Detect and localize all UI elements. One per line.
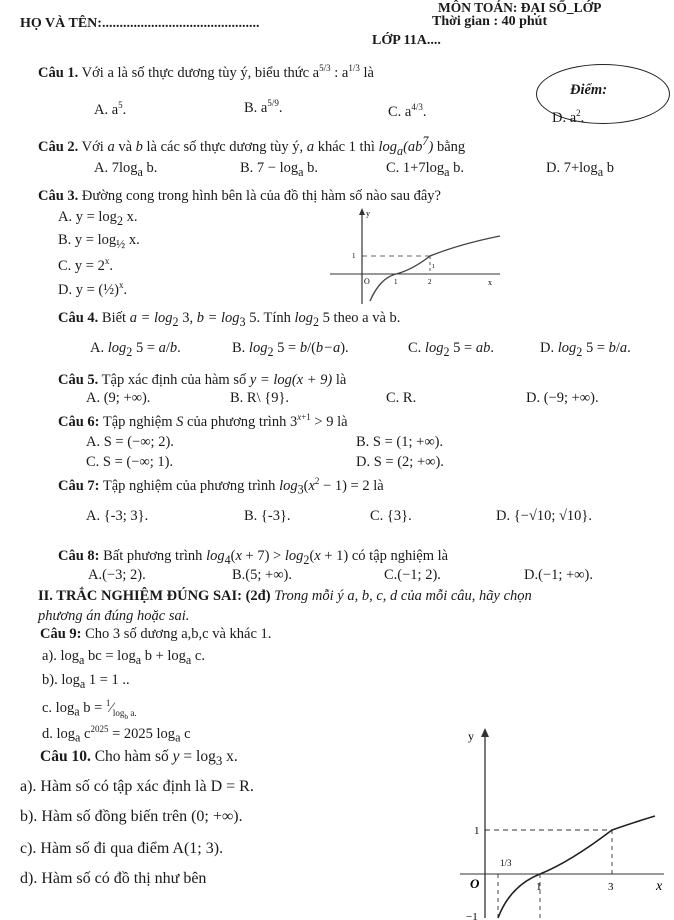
graph-small-tick-y1: 1 [352, 252, 356, 260]
part-2-instruction-2: phương án đúng hoặc sai. [38, 608, 190, 624]
graph-large-tick-x3: 3 [608, 881, 614, 893]
question-9 [40, 626, 271, 643]
q10-label: Câu 10. [40, 748, 91, 765]
q4-option-c[interactable]: C. $\log_2 5$ = ab. [408, 340, 494, 359]
q3-label: Câu 3. [38, 188, 79, 204]
graph-large-tick-y1: 1 [474, 825, 480, 837]
q4-option-b[interactable]: B. $\log_2 5 = b/(b-a)$. [232, 340, 349, 359]
q10-item-c[interactable]: c). Hàm số đi qua điểm A(1; 3). [20, 840, 224, 857]
q7-option-d[interactable]: D. {−√10; √10}. [496, 508, 593, 524]
q1-text: Với a là số thực dương tùy ý, biểu thức $a^{5/3}$ : $a^{1/3}$ là [81, 63, 374, 81]
question-8: Câu 8: Bất phương trình $\log_4(x + 7) > \log_2(x + 1)$ có tập nghiệm là [58, 548, 449, 567]
q2-option-b[interactable]: B. $7 - \log_a b$. [240, 160, 319, 179]
question-1 [38, 63, 374, 82]
part-2-heading [38, 588, 532, 605]
q8-option-a[interactable]: A.(−3; 2). [88, 567, 146, 583]
class-field[interactable]: LỚP 11A.... [372, 33, 441, 48]
graph-large-y-label: y [468, 729, 474, 743]
q4-option-a[interactable]: A. $\log_2 5 = a/b$. [90, 340, 181, 359]
graph-small-y-label: y [366, 209, 370, 218]
graph-small-tick-x1: 1 [394, 278, 398, 286]
q2-option-d[interactable]: D. $7+\log_a$ b [546, 160, 614, 179]
q9-label: Câu 9: [40, 626, 82, 642]
q1-option-a[interactable]: A. $a^5$. [94, 100, 127, 118]
q9-item-c[interactable]: c. $\log_a b$ = $^1⁄_{log_b a.}$ [42, 698, 137, 721]
q6-option-a[interactable]: A. S = (−∞; 2). [86, 434, 174, 450]
q7-option-b[interactable]: B. {-3}. [244, 508, 291, 524]
q8-option-d[interactable]: D.(−1; +∞). [524, 567, 593, 583]
q6-option-d[interactable]: D. S = (2; +∞). [356, 454, 444, 470]
graph-large-origin: O [470, 876, 480, 891]
question-2: Câu 2. Với a và b là các số thực dương tùy ý, a khác 1 thì $\log_a(ab^7)$ bằng [38, 134, 466, 158]
q3-option-d[interactable]: D. y = (½)$^x$. [58, 280, 128, 298]
graph-small-origin: O [364, 277, 370, 286]
q9-item-b[interactable]: b). $\log_a 1 = 1$ .. [42, 672, 130, 691]
q7-option-a[interactable]: A. {-3; 3}. [86, 508, 149, 524]
q7-option-c[interactable]: C. {3}. [370, 508, 412, 524]
q8-option-b[interactable]: B.(5; +∞). [232, 567, 292, 583]
q5-option-d[interactable]: D. (−9; +∞). [526, 390, 599, 406]
q4-label: Câu 4. [58, 310, 99, 326]
q1-label: Câu 1. [38, 64, 79, 81]
q6-option-c[interactable]: C. S = (−∞; 1). [86, 454, 174, 470]
q3-option-b[interactable]: B. $y = \log_{\frac{1}{2}} x$. [58, 232, 140, 251]
score-label: Điểm: [570, 82, 608, 98]
q9-item-a[interactable]: a). $\log_a$ bc = $\log_a b + \log_a c$. [42, 648, 205, 667]
q6-label: Câu 6: [58, 413, 100, 430]
q6-option-b[interactable]: B. S = (1; +∞). [356, 434, 444, 450]
graph-small-x-label: x [488, 278, 492, 287]
q3-option-a[interactable]: A. $y = \log_2 x$. [58, 209, 138, 228]
name-field[interactable]: HỌ VÀ TÊN:............................................. [20, 16, 260, 31]
q2-option-a[interactable]: A. $7\log_a$ b. [94, 160, 158, 179]
q1-option-d[interactable]: D. $a^2$. [552, 108, 585, 126]
graph-large-tick-third: 1/3 [500, 858, 512, 868]
q5-option-b[interactable]: B. R\ {9}. [230, 390, 290, 406]
question-10: Câu 10. Cho hàm số $y = \log_3 x$. [40, 748, 238, 769]
q10-item-b[interactable]: b). Hàm số đồng biến trên (0; +∞). [20, 808, 243, 825]
q3-option-c[interactable]: C. $y = 2^x$. [58, 256, 113, 274]
graph-large-tick-x1: 1 [536, 881, 542, 893]
question-4: Câu 4. Biết $a = \log_2 3$, $b = \log_3 5$. Tính $\log_2 5$ theo a và b. [58, 310, 401, 329]
graph-small-tick-x2: 2 [428, 278, 432, 286]
q9-text: Cho 3 số dương a,b,c và khác 1. [85, 626, 272, 642]
q3-text: Đường cong trong hình bên là của đồ thị hàm số nào sau đây? [81, 188, 441, 204]
q7-label: Câu 7: [58, 477, 100, 494]
q10-item-a[interactable]: a). Hàm số có tập xác định là D = R. [20, 778, 254, 795]
q5-option-a[interactable]: A. (9; +∞). [86, 390, 151, 406]
q2-option-c[interactable]: C. $1+7\log_a$ b. [386, 160, 465, 179]
subject-title: MÔN TOÁN: ĐẠI SỐ_LỚP [438, 0, 602, 15]
q5-option-c[interactable]: C. R. [386, 390, 417, 406]
question-6: Câu 6: Tập nghiệm S của phương trình $3^{x+1} > 9$ là [58, 412, 348, 430]
q5-label: Câu 5. [58, 372, 99, 388]
graph-large-tick-ym1: −1 [466, 911, 478, 920]
q10-item-d[interactable]: d). Hàm số có đồ thị như bên [20, 870, 207, 887]
q2-label: Câu 2. [38, 138, 79, 155]
q4-option-d[interactable]: D. $\log_2 5 = b/a$. [540, 340, 631, 359]
q8-option-c[interactable]: C.(−1; 2). [384, 567, 441, 583]
q1-option-c[interactable]: C. $a^{4/3}$. [388, 102, 427, 120]
q1-option-b[interactable]: B. $a^{5/9}$. [244, 98, 283, 116]
question-5: Câu 5. Tập xác định của hàm số y = log(x + 9) là [58, 372, 347, 388]
graph-small-tick-mid: 1 [432, 264, 435, 270]
q9-item-d[interactable]: d. $\log_a c^{2025} = 2025$ $\log_a c$ [42, 724, 191, 745]
time-label: Thời gian : 40 phút [432, 14, 548, 29]
question-3 [38, 188, 441, 205]
part-2-instruction: Trong mỗi ý a, b, c, d của mỗi câu, hãy chọn [274, 588, 532, 604]
q3-graph [300, 206, 510, 306]
q10-graph [440, 724, 670, 920]
q8-label: Câu 8: [58, 548, 100, 564]
graph-large-x-label: x [656, 879, 663, 894]
question-7: Câu 7: Tập nghiệm của phương trình $\log_3(x^2 - 1) = 2$ là [58, 476, 384, 497]
part-2-title: II. TRẮC NGHIỆM ĐÚNG SAI: (2đ) [38, 588, 271, 604]
